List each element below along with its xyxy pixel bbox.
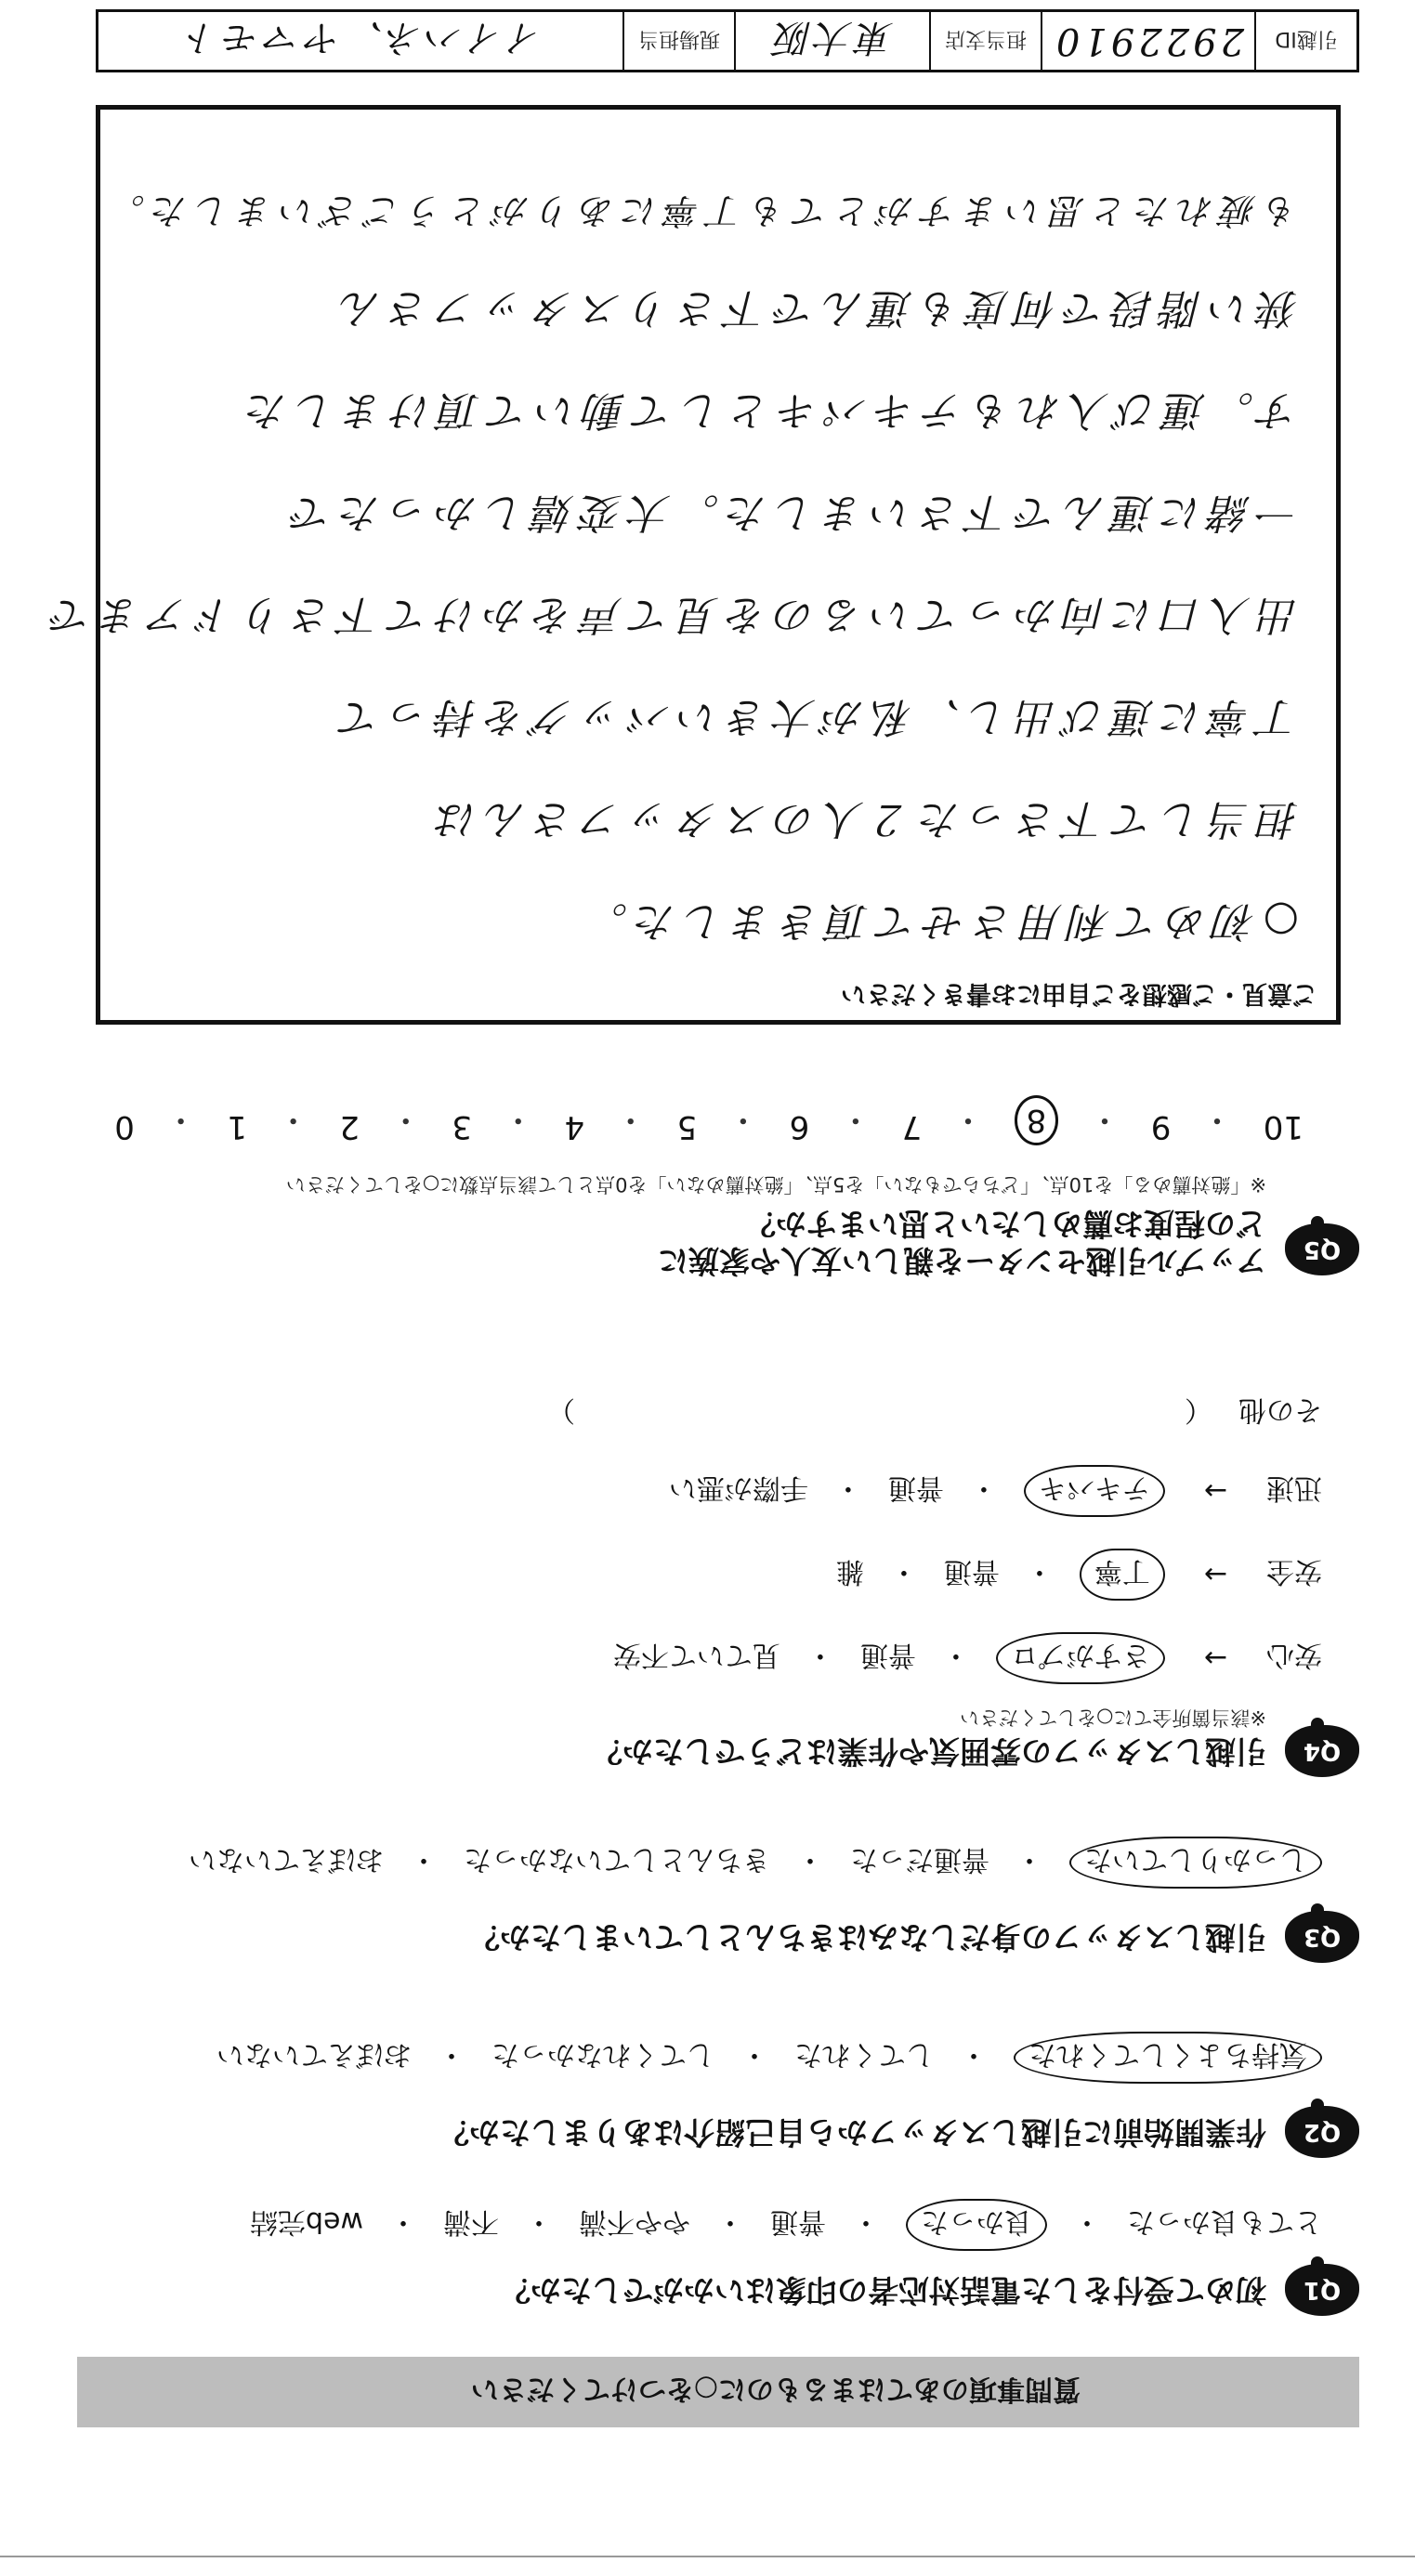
q2-question: 作業開始前に引越しスタッフから自己紹介はありましたか？: [439, 2114, 1266, 2151]
instruction-text: 質問事項のあてはまるものに○をつけてください: [470, 2373, 1081, 2405]
option[interactable]: 見ていて不安: [612, 1639, 780, 1671]
staff-value-cell: [98, 12, 622, 70]
q4-row-label: 迅速: [1266, 1471, 1322, 1504]
option[interactable]: おぼえていない: [216, 2038, 412, 2071]
branch-label: 担当支店: [945, 27, 1028, 51]
q4-note: ※該当箇所全てに○をしてください: [960, 1706, 1266, 1729]
branch-value-cell: [734, 12, 929, 70]
q2-options: 気持ちよくしてくれた ・ してくれた ・ してくれなかった ・ おぼえていない: [216, 2032, 1322, 2084]
scale-value[interactable]: 6: [789, 1108, 810, 1145]
q1-options: とても良かった ・ 良かった ・ 普通 ・ やや不満 ・ 不満 ・ web完結: [250, 2199, 1322, 2251]
comment-line: 丁寧に運び出し、私が大きいバッグを持って: [333, 693, 1299, 740]
staff-label-cell: [622, 12, 734, 70]
q4-row-label: 安全: [1266, 1555, 1322, 1588]
comment-line: ○初めて利用させて頂きました。: [579, 897, 1299, 945]
option[interactable]: 普通: [887, 1471, 944, 1504]
option-selected[interactable]: 丁寧: [1080, 1549, 1165, 1601]
q4-row-anshin: 安心 → さすがプロ ・ 普通 ・ 見ていて不安: [613, 1632, 1322, 1684]
option[interactable]: web完結: [249, 2205, 363, 2238]
q1-badge: Q1: [1285, 2264, 1359, 2316]
scale-value[interactable]: 4: [564, 1108, 585, 1145]
option[interactable]: してくれた: [794, 2038, 934, 2071]
scale-value[interactable]: 1: [227, 1108, 247, 1145]
scale-value[interactable]: 2: [339, 1108, 360, 1145]
scale-value[interactable]: 0: [114, 1108, 135, 1145]
option[interactable]: とても良かった: [1127, 2205, 1322, 2238]
branch-value: 東大阪: [771, 16, 894, 59]
comment-line: 担当して下さった２人のスタッフさんは: [429, 795, 1299, 843]
scale-value[interactable]: 7: [901, 1108, 923, 1145]
comment-line: す。運び入れもテキパキとして動いて頂けました: [239, 386, 1299, 434]
staff-label: 現場担当: [638, 27, 721, 51]
q5-question-line2: どの程度お薦めしたいと思いますか？: [745, 1206, 1266, 1242]
q3-question: 引越しスタッフの身だしなみはきちんとしていましたか？: [469, 1919, 1266, 1955]
option[interactable]: 普通: [770, 2205, 826, 2238]
option[interactable]: 普通だった: [850, 1843, 989, 1876]
comment-line: 一緒に運んで下さいました。大変嬉しかったで: [284, 489, 1299, 536]
q5-scale: 10 ・ 9 ・ 8 ・ 7 ・ 6 ・ 5 ・ 4 ・ 3 ・ 2 ・ 1 ・ 0: [114, 1095, 1304, 1145]
q5-question-line1: アップル引越センターを親しい友人や家族に: [657, 1243, 1266, 1279]
q3-options: しっかりしていた ・ 普通だった ・ きちんとしていなかった ・ おぼえていない: [189, 1837, 1322, 1889]
q4-row-anzen: 安全 → 丁寧 ・ 普通 ・ 雑: [836, 1549, 1322, 1601]
q4-row-jinsoku: 迅速 → テキパキ ・ 普通 ・ 手際が悪い: [669, 1465, 1322, 1517]
q4-other-row: その他 （ ）: [547, 1393, 1322, 1433]
comment-line: 出入口に向かっているのを見て声をかけて下さりドアまで: [44, 591, 1299, 638]
scale-value[interactable]: 5: [676, 1108, 698, 1145]
option[interactable]: きちんとしていなかった: [464, 1843, 770, 1876]
id-value: 2922910: [1052, 20, 1245, 62]
sheet-edge: [0, 2556, 1415, 2557]
scale-value[interactable]: 10: [1263, 1108, 1304, 1145]
option[interactable]: してくれなかった: [491, 2038, 714, 2071]
staff-value: イイハネ、ヤマモト: [178, 16, 543, 59]
id-label-cell: [1254, 12, 1356, 70]
option[interactable]: 普通: [859, 1639, 916, 1671]
q5-note: ※「絶対薦める」を10点、「どちらでもない」を5点、「絶対薦めない」を0点として該当点数に○をしてください: [285, 1173, 1266, 1196]
scale-value[interactable]: 3: [452, 1108, 473, 1145]
option-selected[interactable]: しっかりしていた: [1069, 1837, 1322, 1889]
instruction-bar: [77, 2357, 1359, 2427]
option-selected[interactable]: テキパキ: [1024, 1465, 1165, 1517]
scale-value[interactable]: 9: [1150, 1108, 1172, 1145]
option[interactable]: 雑: [835, 1555, 864, 1588]
q4-row-label: 安心: [1266, 1639, 1322, 1671]
q2-badge: Q2: [1285, 2106, 1359, 2158]
option-selected[interactable]: さすがプロ: [996, 1632, 1165, 1684]
header-id-bar: [96, 9, 1359, 72]
comment-title: ご意見・ご感想をご自由にお書きください: [841, 979, 1317, 1008]
id-value-cell: [1041, 12, 1254, 70]
q4-question: 引越しスタッフの雰囲気や作業はどうでしたか？: [592, 1733, 1266, 1770]
q3-badge: Q3: [1285, 1911, 1359, 1963]
q4-other-label: その他: [1238, 1393, 1322, 1426]
comment-line: も疲れたと思いますがとても丁寧にありがとうございました。: [101, 190, 1299, 231]
option-selected[interactable]: 良かった: [906, 2199, 1047, 2251]
comment-line: 狭い階段で何度も運んで下さりスタッフさん: [333, 284, 1299, 332]
branch-label-cell: [929, 12, 1041, 70]
option[interactable]: 普通: [943, 1555, 1000, 1588]
q4-badge: Q4: [1285, 1725, 1359, 1777]
q1-question: 初めて受付をした電話対応者の印象はいかがでしたか？: [500, 2272, 1266, 2308]
option[interactable]: 手際が悪い: [668, 1471, 808, 1504]
option-selected[interactable]: 気持ちよくしてくれた: [1014, 2032, 1322, 2084]
option[interactable]: おぼえていない: [189, 1843, 384, 1876]
scale-value-selected[interactable]: 8: [1015, 1095, 1059, 1145]
id-label: 引越ID: [1275, 27, 1338, 51]
option[interactable]: やや不満: [579, 2205, 690, 2238]
q5-badge: Q5: [1285, 1223, 1359, 1275]
comment-box: [44, 105, 1341, 1025]
option[interactable]: 不満: [443, 2205, 499, 2238]
